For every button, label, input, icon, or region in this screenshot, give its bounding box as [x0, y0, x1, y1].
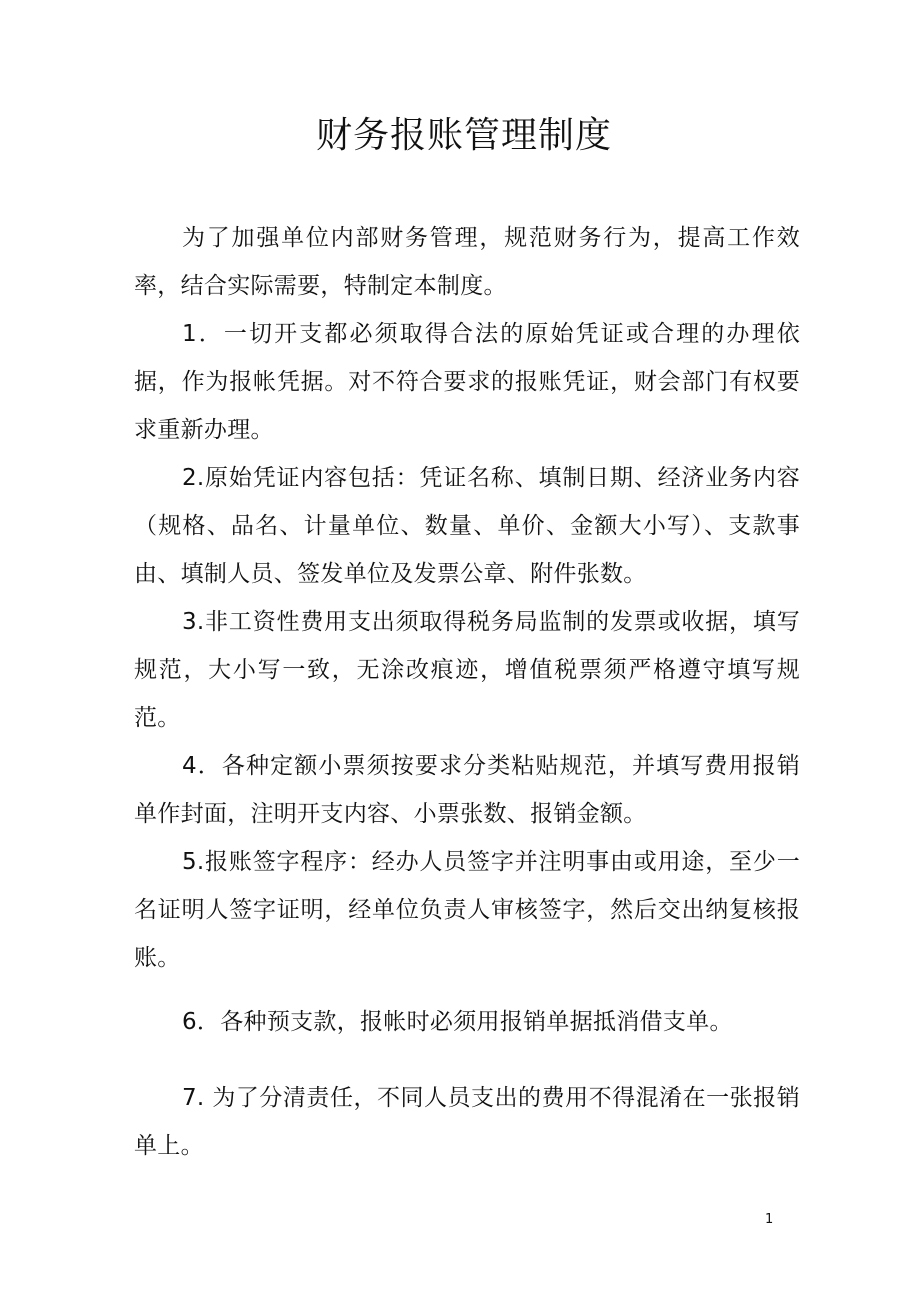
paragraph-item-1: 1．一切开支都必须取得合法的原始凭证或合理的办理依据，作为报帐凭据。对不符合要求的报账凭证，财会部门有权要求重新办理。: [134, 321, 800, 443]
paragraph-item-6: 6．各种预支款，报帐时必须用报销单据抵消借支单。: [182, 1009, 733, 1035]
paragraph-intro: 为了加强单位内部财务管理，规范财务行为，提高工作效率，结合实际需要，特制定本制度。: [134, 225, 800, 299]
document-title: 财务报账管理制度: [315, 115, 612, 156]
paragraph-item-5: 5.报账签字程序：经办人员签字并注明事由或用途，至少一名证明人签字证明，经单位负责人审核签字，然后交出纳复核报账。: [134, 849, 800, 971]
paragraph-item-4: 4．各种定额小票须按要求分类粘贴规范，并填写费用报销单作封面，注明开支内容、小票张数、报销金额。: [134, 753, 800, 827]
paragraph-item-2: 2.原始凭证内容包括：凭证名称、填制日期、经济业务内容（规格、品名、计量单位、数量、单价、金额大小写）、支款事由、填制人员、签发单位及发票公章、附件张数。: [134, 465, 800, 587]
paragraph-item-7: 7. 为了分清责任，不同人员支出的费用不得混淆在一张报销单上。: [134, 1085, 800, 1159]
page-number: 1: [765, 1212, 774, 1227]
paragraph-item-3: 3.非工资性费用支出须取得税务局监制的发票或收据，填写规范，大小写一致，无涂改痕迹，增值税票须严格遵守填写规范。: [134, 609, 800, 731]
